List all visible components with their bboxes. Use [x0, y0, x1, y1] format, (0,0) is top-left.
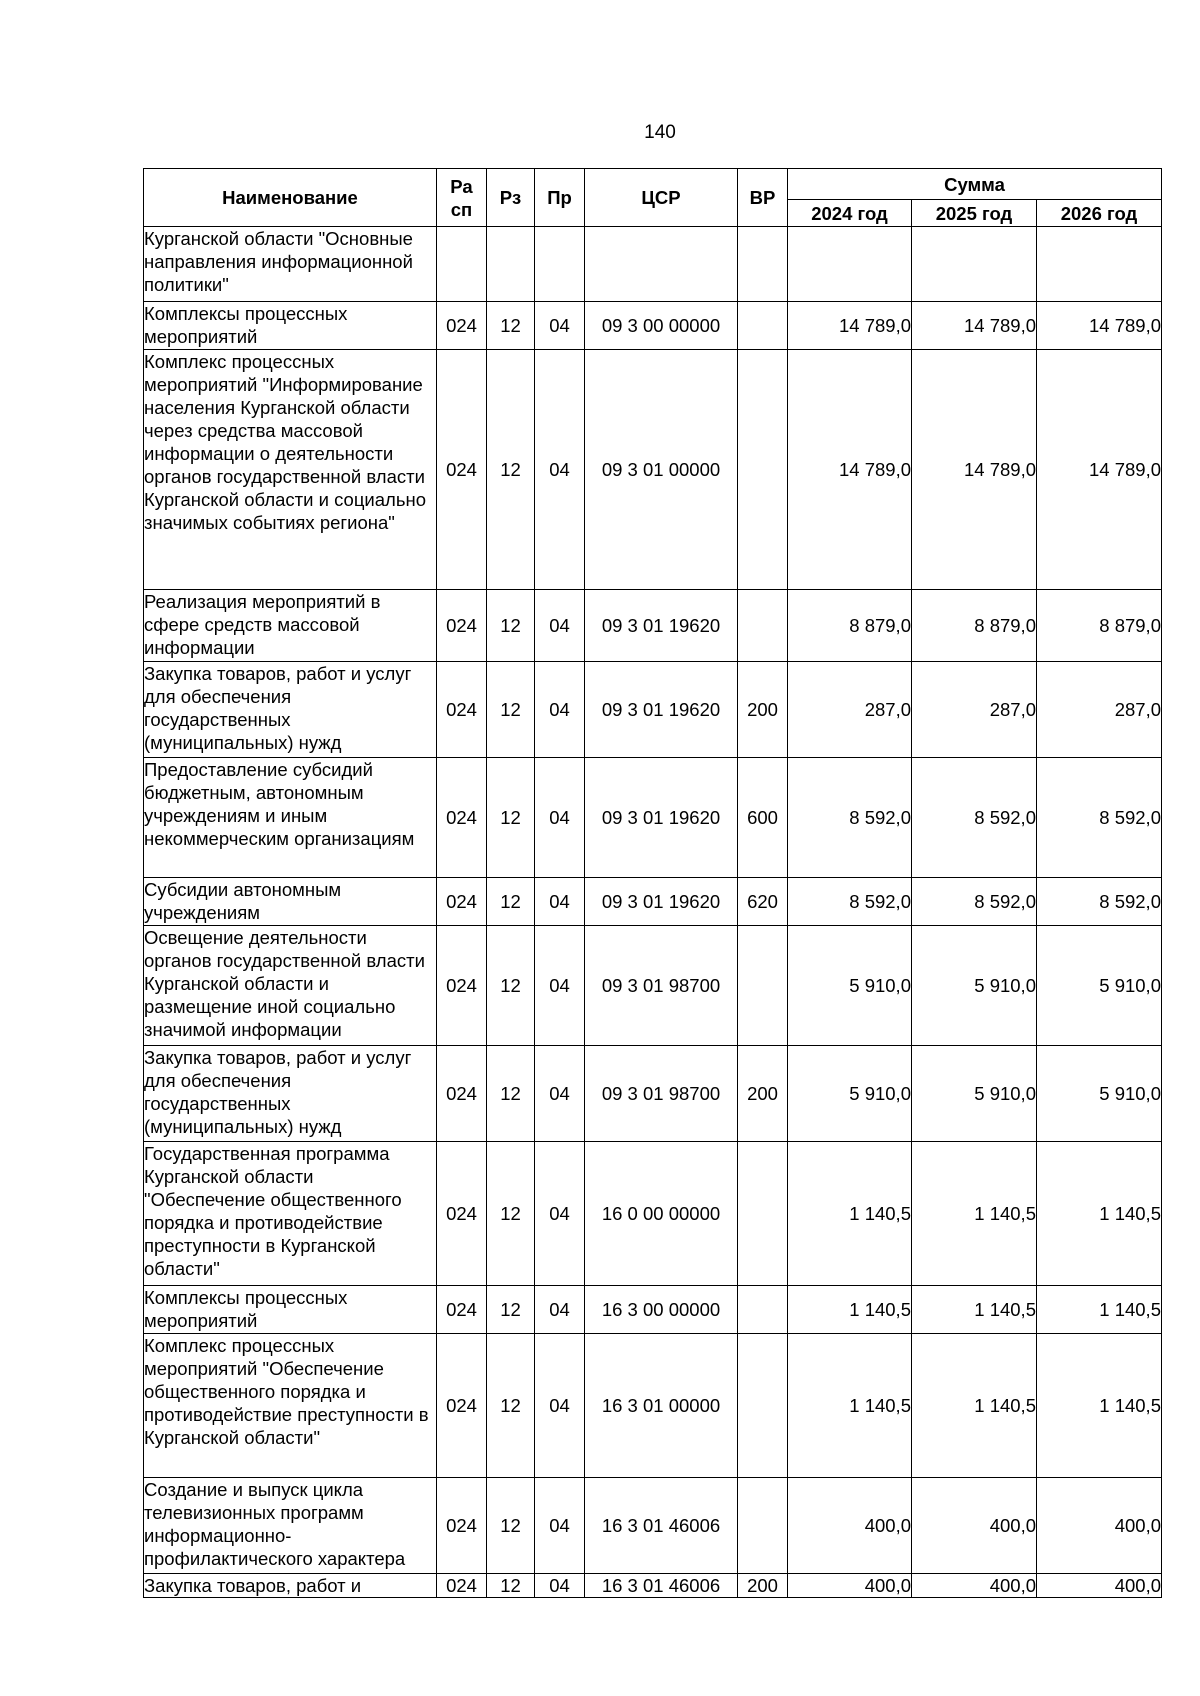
cell-sum-2025	[912, 227, 1037, 302]
cell-rasp: 024	[437, 350, 487, 590]
cell-sum-2025: 1 140,5	[912, 1334, 1037, 1478]
cell-sum-2025: 8 592,0	[912, 878, 1037, 926]
cell-rz: 12	[487, 1478, 535, 1574]
cell-sum-2025: 8 879,0	[912, 590, 1037, 662]
cell-vr	[738, 1334, 788, 1478]
cell-sum-2024: 5 910,0	[788, 1046, 912, 1142]
cell-csr: 09 3 01 98700	[585, 1046, 738, 1142]
cell-rasp: 024	[437, 1046, 487, 1142]
cell-rasp: 024	[437, 1142, 487, 1286]
cell-vr	[738, 1478, 788, 1574]
cell-csr: 09 3 00 00000	[585, 302, 738, 350]
cell-pr: 04	[535, 1286, 585, 1334]
cell-sum-2025: 1 140,5	[912, 1286, 1037, 1334]
cell-vr	[738, 302, 788, 350]
cell-sum-2024	[788, 227, 912, 302]
cell-rz: 12	[487, 1574, 535, 1598]
cell-rz: 12	[487, 926, 535, 1046]
header-year-2024: 2024 год	[788, 200, 912, 227]
cell-rasp: 024	[437, 1334, 487, 1478]
header-year-2026: 2026 год	[1037, 200, 1162, 227]
table-row	[144, 227, 1162, 302]
cell-rasp: 024	[437, 1478, 487, 1574]
cell-csr: 09 3 01 19620	[585, 662, 738, 758]
cell-sum-2026	[1037, 227, 1162, 302]
cell-name: Закупка товаров, работ и	[144, 1574, 437, 1598]
cell-sum-2025: 1 140,5	[912, 1142, 1037, 1286]
cell-rasp: 024	[437, 662, 487, 758]
cell-name: Освещение деятельности органов государственной власти Курганской области и размещение иной социально значимой информации	[144, 926, 437, 1046]
header-rasp: Ра сп	[437, 169, 487, 227]
cell-sum-2025: 14 789,0	[912, 302, 1037, 350]
cell-name: Государственная программа Курганской области "Обеспечение общественного порядка и противодействие преступности в Курганской области"	[144, 1142, 437, 1286]
cell-pr: 04	[535, 350, 585, 590]
header-year-2025: 2025 год	[912, 200, 1037, 227]
cell-csr: 16 3 01 46006	[585, 1574, 738, 1598]
cell-rz: 12	[487, 1334, 535, 1478]
cell-csr: 09 3 01 98700	[585, 926, 738, 1046]
table-row	[144, 1478, 1162, 1574]
cell-vr: 200	[738, 1046, 788, 1142]
cell-sum-2024: 8 592,0	[788, 758, 912, 878]
header-summa: Сумма	[788, 169, 1162, 200]
cell-sum-2024: 14 789,0	[788, 350, 912, 590]
header-pr: Пр	[535, 169, 585, 227]
cell-sum-2026: 1 140,5	[1037, 1334, 1162, 1478]
cell-vr: 600	[738, 758, 788, 878]
cell-csr: 09 3 01 19620	[585, 758, 738, 878]
cell-sum-2024: 5 910,0	[788, 926, 912, 1046]
cell-csr	[585, 227, 738, 302]
cell-sum-2024: 1 140,5	[788, 1286, 912, 1334]
cell-sum-2024: 400,0	[788, 1478, 912, 1574]
cell-pr: 04	[535, 590, 585, 662]
table-row	[144, 758, 1162, 878]
table-row	[144, 1046, 1162, 1142]
table-header	[144, 169, 1162, 227]
cell-name: Реализация мероприятий в сфере средств массовой информации	[144, 590, 437, 662]
cell-csr: 16 3 00 00000	[585, 1286, 738, 1334]
page-number: 140	[644, 122, 676, 143]
cell-rasp: 024	[437, 590, 487, 662]
cell-rasp: 024	[437, 758, 487, 878]
table-row	[144, 1142, 1162, 1286]
cell-sum-2025: 400,0	[912, 1574, 1037, 1598]
cell-pr: 04	[535, 1046, 585, 1142]
table-row	[144, 590, 1162, 662]
cell-pr: 04	[535, 758, 585, 878]
cell-sum-2024: 1 140,5	[788, 1142, 912, 1286]
cell-vr: 620	[738, 878, 788, 926]
cell-sum-2026: 5 910,0	[1037, 1046, 1162, 1142]
cell-rasp: 024	[437, 302, 487, 350]
table-row	[144, 350, 1162, 590]
cell-name: Комплекс процессных мероприятий "Информирование населения Курганской области через средства массовой информации о деятельности органов государственной власти Курганской области и социально значимых событиях региона"	[144, 350, 437, 590]
header-rz: Рз	[487, 169, 535, 227]
cell-name: Комплексы процессных мероприятий	[144, 302, 437, 350]
table-row	[144, 302, 1162, 350]
cell-sum-2024: 8 592,0	[788, 878, 912, 926]
cell-pr: 04	[535, 1478, 585, 1574]
cell-pr: 04	[535, 662, 585, 758]
cell-rasp: 024	[437, 878, 487, 926]
cell-rasp	[437, 227, 487, 302]
cell-rz: 12	[487, 1286, 535, 1334]
cell-vr	[738, 1286, 788, 1334]
cell-sum-2026: 14 789,0	[1037, 302, 1162, 350]
cell-sum-2024: 287,0	[788, 662, 912, 758]
cell-sum-2026: 400,0	[1037, 1478, 1162, 1574]
cell-sum-2025: 5 910,0	[912, 1046, 1037, 1142]
cell-rz: 12	[487, 758, 535, 878]
cell-sum-2026: 8 592,0	[1037, 878, 1162, 926]
cell-sum-2026: 287,0	[1037, 662, 1162, 758]
cell-rasp: 024	[437, 926, 487, 1046]
cell-pr: 04	[535, 878, 585, 926]
cell-sum-2025: 5 910,0	[912, 926, 1037, 1046]
cell-pr: 04	[535, 1334, 585, 1478]
cell-rz: 12	[487, 878, 535, 926]
cell-csr: 16 3 01 46006	[585, 1478, 738, 1574]
cell-rasp: 024	[437, 1286, 487, 1334]
cell-sum-2026: 1 140,5	[1037, 1142, 1162, 1286]
cell-rz: 12	[487, 590, 535, 662]
table-row	[144, 1334, 1162, 1478]
cell-pr: 04	[535, 926, 585, 1046]
table-row	[144, 662, 1162, 758]
cell-csr: 09 3 01 19620	[585, 590, 738, 662]
cell-name: Закупка товаров, работ и услуг для обеспечения государственных (муниципальных) нужд	[144, 662, 437, 758]
cell-name: Закупка товаров, работ и услуг для обеспечения государственных (муниципальных) нужд	[144, 1046, 437, 1142]
cell-sum-2026: 8 879,0	[1037, 590, 1162, 662]
cell-sum-2024: 400,0	[788, 1574, 912, 1598]
cell-sum-2025: 8 592,0	[912, 758, 1037, 878]
cell-sum-2026: 1 140,5	[1037, 1286, 1162, 1334]
cell-vr	[738, 1142, 788, 1286]
cell-rz: 12	[487, 1142, 535, 1286]
cell-pr: 04	[535, 302, 585, 350]
table-row	[144, 878, 1162, 926]
table-row	[144, 926, 1162, 1046]
cell-csr: 16 0 00 00000	[585, 1142, 738, 1286]
cell-sum-2026: 8 592,0	[1037, 758, 1162, 878]
table-row	[144, 1574, 1162, 1598]
cell-name: Создание и выпуск цикла телевизионных программ информационно-профилактического характера	[144, 1478, 437, 1574]
cell-name: Комплекс процессных мероприятий "Обеспечение общественного порядка и противодействие преступности в Курганской области"	[144, 1334, 437, 1478]
cell-sum-2025: 400,0	[912, 1478, 1037, 1574]
table-body	[144, 227, 1162, 1598]
cell-sum-2024: 8 879,0	[788, 590, 912, 662]
table-row	[144, 1286, 1162, 1334]
cell-pr	[535, 227, 585, 302]
cell-rz: 12	[487, 350, 535, 590]
cell-sum-2026: 5 910,0	[1037, 926, 1162, 1046]
cell-csr: 16 3 01 00000	[585, 1334, 738, 1478]
cell-vr	[738, 926, 788, 1046]
cell-sum-2026: 400,0	[1037, 1574, 1162, 1598]
cell-vr: 200	[738, 662, 788, 758]
cell-rz: 12	[487, 662, 535, 758]
cell-pr: 04	[535, 1142, 585, 1286]
cell-rasp: 024	[437, 1574, 487, 1598]
budget-table	[143, 168, 1162, 1598]
cell-vr	[738, 227, 788, 302]
cell-pr: 04	[535, 1574, 585, 1598]
cell-vr	[738, 590, 788, 662]
cell-name: Комплексы процессных мероприятий	[144, 1286, 437, 1334]
cell-name: Предоставление субсидий бюджетным, автономным учреждениям и иным некоммерческим организациям	[144, 758, 437, 878]
cell-vr	[738, 350, 788, 590]
cell-sum-2025: 14 789,0	[912, 350, 1037, 590]
cell-sum-2024: 14 789,0	[788, 302, 912, 350]
cell-sum-2026: 14 789,0	[1037, 350, 1162, 590]
cell-sum-2024: 1 140,5	[788, 1334, 912, 1478]
cell-rz: 12	[487, 1046, 535, 1142]
cell-csr: 09 3 01 00000	[585, 350, 738, 590]
header-csr: ЦСР	[585, 169, 738, 227]
cell-rz	[487, 227, 535, 302]
cell-name: Субсидии автономным учреждениям	[144, 878, 437, 926]
cell-name: Курганской области "Основные направления информационной политики"	[144, 227, 437, 302]
cell-sum-2025: 287,0	[912, 662, 1037, 758]
cell-csr: 09 3 01 19620	[585, 878, 738, 926]
cell-vr: 200	[738, 1574, 788, 1598]
header-name: Наименование	[144, 169, 437, 227]
header-vr: ВР	[738, 169, 788, 227]
cell-rz: 12	[487, 302, 535, 350]
